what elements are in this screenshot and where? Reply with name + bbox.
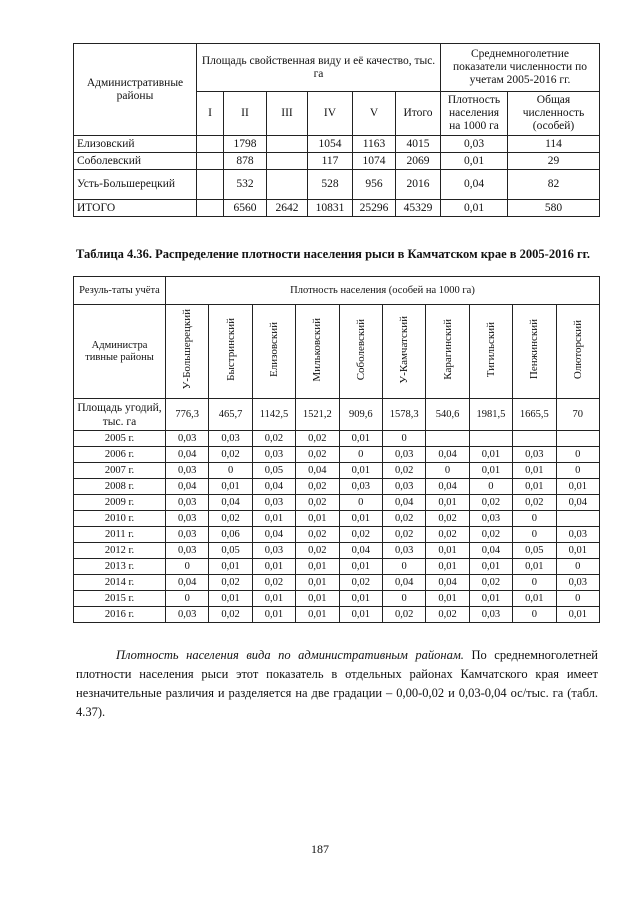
density-cell: 0,01 [556,479,599,495]
density-cell: 0,05 [209,543,252,559]
density-cell: 0,03 [209,431,252,447]
density-cell: 0,01 [513,479,556,495]
density-cell: 0 [513,511,556,527]
density-cell: 0,02 [382,527,425,543]
density-cell: 0,05 [252,463,295,479]
density-cell: 0,04 [556,495,599,511]
district-name: У-Большерецкий [181,309,194,390]
cell: 580 [508,200,600,217]
density-cell: 0 [426,463,469,479]
density-cell: 0,01 [513,559,556,575]
cell: 6560 [224,200,267,217]
cell: 0,01 [441,153,508,170]
table-row [74,607,600,623]
density-cell: 0,04 [382,575,425,591]
area-label: Площадь угодий, тыс. га [74,399,166,431]
header-density: Плотность населения (особей на 1000 га) [166,277,600,305]
area-value: 1142,5 [252,399,295,431]
density-cell: 0,01 [209,591,252,607]
cell [197,136,224,153]
density-cell: 0,01 [339,607,382,623]
density-cell: 0,02 [469,575,512,591]
density-cell: 0,01 [296,607,339,623]
density-cell: 0,06 [209,527,252,543]
class-III: III [267,92,308,136]
density-cell: 0,03 [252,543,295,559]
table-density-by-year [73,276,600,623]
cell: 0,01 [441,200,508,217]
district-name: Елизовский [267,321,280,377]
density-cell: 0,04 [426,479,469,495]
density-cell: 0,03 [166,431,209,447]
table-row [74,463,600,479]
density-cell: 0,03 [166,495,209,511]
density-cell: 0,01 [252,559,295,575]
districts-header-row [74,305,600,399]
area-value: 70 [556,399,599,431]
density-cell: 0,02 [382,463,425,479]
class-II: II [224,92,267,136]
density-cell: 0,04 [382,495,425,511]
area-value: 1521,2 [296,399,339,431]
district-header [382,305,425,399]
density-cell: 0,02 [382,607,425,623]
district-header [166,305,209,399]
table-row [74,527,600,543]
class-total: Итого [396,92,441,136]
table-row [74,479,600,495]
density-cell: 0,01 [469,447,512,463]
density-cell: 0,02 [382,511,425,527]
area-value: 465,7 [209,399,252,431]
density-cell: 0,01 [469,463,512,479]
class-V: V [353,92,396,136]
density-cell: 0,03 [513,447,556,463]
density-cell: 0,04 [426,575,469,591]
cell: 532 [224,170,267,200]
area-value: 1578,3 [382,399,425,431]
year-label: 2010 г. [74,511,166,527]
density-cell: 0,02 [469,527,512,543]
row-name: Елизовский [74,136,197,153]
area-value: 909,6 [339,399,382,431]
density-cell: 0,02 [296,543,339,559]
district-name: Олюторский [571,319,584,380]
class-I: I [197,92,224,136]
table-caption: Таблица 4.36. Распределение плотности населения рыси в Камчатском крае в 2005-2016 гг. [76,247,591,261]
year-label: 2006 г. [74,447,166,463]
cell: 0,04 [441,170,508,200]
density-cell: 0,02 [426,511,469,527]
table-row [74,495,600,511]
cell: 528 [308,170,353,200]
density-cell: 0,04 [469,543,512,559]
density-cell: 0 [469,479,512,495]
density-cell: 0,02 [296,479,339,495]
district-header [252,305,295,399]
density-cell: 0,04 [166,575,209,591]
density-cell: 0,01 [426,543,469,559]
cell: 82 [508,170,600,200]
density-cell: 0 [209,463,252,479]
density-cell: 0,04 [166,479,209,495]
density-cell: 0 [166,591,209,607]
density-cell [513,431,556,447]
density-cell: 0,03 [382,447,425,463]
header-districts: Административные районы [74,44,197,136]
density-cell: 0,03 [339,479,382,495]
density-cell: 0 [382,431,425,447]
header-districts: Администра тивные районы [74,305,166,399]
cell: 2642 [267,200,308,217]
density-cell: 0,04 [252,479,295,495]
density-cell: 0,01 [339,591,382,607]
density-cell: 0,01 [339,559,382,575]
header-area: Площадь свойственная виду и её качество, тыс. га [197,44,441,92]
header-density: Плотность населения на 1000 га [441,92,508,136]
table-row [74,511,600,527]
body-paragraph [76,646,598,722]
district-header [513,305,556,399]
area-value: 540,6 [426,399,469,431]
table-row [74,559,600,575]
table-row [74,575,600,591]
density-cell: 0,02 [426,607,469,623]
cell: 2016 [396,170,441,200]
density-cell: 0,03 [166,511,209,527]
density-cell: 0,02 [209,511,252,527]
cell: 1054 [308,136,353,153]
year-label: 2014 г. [74,575,166,591]
year-label: 2013 г. [74,559,166,575]
density-cell: 0,02 [296,527,339,543]
density-cell: 0,01 [296,575,339,591]
density-cell: 0,03 [166,463,209,479]
density-cell: 0,03 [382,543,425,559]
table-row [74,591,600,607]
cell [267,153,308,170]
district-name: Быстринский [224,318,237,381]
cell [197,200,224,217]
table-row [74,543,600,559]
year-label: 2015 г. [74,591,166,607]
table-row [74,153,600,170]
cell: 4015 [396,136,441,153]
density-cell: 0,01 [296,511,339,527]
density-cell: 0,03 [166,543,209,559]
density-cell: 0,01 [339,463,382,479]
density-cell: 0,04 [339,543,382,559]
density-cell: 0,01 [296,559,339,575]
cell [197,170,224,200]
cell: 29 [508,153,600,170]
cell: 1798 [224,136,267,153]
density-cell: 0 [339,495,382,511]
density-cell: 0,03 [556,575,599,591]
year-label: 2007 г. [74,463,166,479]
density-cell: 0,01 [252,607,295,623]
area-value: 1665,5 [513,399,556,431]
cell: 114 [508,136,600,153]
density-cell: 0 [556,559,599,575]
district-name: Пенжинский [528,319,541,380]
table-row [74,170,600,200]
year-label: 2016 г. [74,607,166,623]
density-cell [556,431,599,447]
density-cell: 0 [382,559,425,575]
density-cell: 0,04 [166,447,209,463]
density-cell: 0,01 [556,543,599,559]
density-cell: 0,01 [252,511,295,527]
district-name: Тигильский [484,321,497,378]
cell: 25296 [353,200,396,217]
density-cell: 0 [556,591,599,607]
density-cell: 0,03 [252,495,295,511]
cell [267,136,308,153]
paragraph-text: По среднемноголетней плотности населения рыси этот показатель в отдельных районах Камчатского края имеет незначительные различия и разделяется на две градации – 0,00-0,02 и 0,03-0,04 ос/тыс. га (табл. 4.37). [76,648,598,719]
cell: 0,03 [441,136,508,153]
cell: 1163 [353,136,396,153]
density-cell: 0 [556,447,599,463]
class-IV: IV [308,92,353,136]
density-cell: 0 [382,591,425,607]
district-name: Карагинский [441,319,454,380]
cell: 45329 [396,200,441,217]
density-cell: 0,01 [426,591,469,607]
density-cell: 0,01 [296,591,339,607]
district-header [556,305,599,399]
year-label: 2012 г. [74,543,166,559]
density-cell: 0,01 [339,431,382,447]
density-cell: 0,02 [339,575,382,591]
cell [197,153,224,170]
density-cell: 0,02 [469,495,512,511]
year-label: 2008 г. [74,479,166,495]
district-header [296,305,339,399]
density-cell: 0 [339,447,382,463]
area-value: 776,3 [166,399,209,431]
table-row [74,200,600,217]
cell: 117 [308,153,353,170]
density-cell: 0,02 [296,495,339,511]
density-cell: 0,03 [469,511,512,527]
density-cell: 0,02 [339,527,382,543]
density-cell: 0,01 [209,479,252,495]
density-cell [469,431,512,447]
density-cell: 0,02 [252,575,295,591]
density-cell: 0,03 [469,607,512,623]
table-district-area [73,43,600,217]
table-row [74,136,600,153]
density-cell: 0 [513,607,556,623]
cell: 2069 [396,153,441,170]
area-row [74,399,600,431]
density-cell: 0,02 [426,527,469,543]
density-cell: 0,02 [209,575,252,591]
density-cell: 0,04 [252,527,295,543]
density-cell: 0,01 [252,591,295,607]
density-cell: 0,02 [513,495,556,511]
density-cell: 0,02 [252,431,295,447]
district-header [469,305,512,399]
density-cell: 0,04 [426,447,469,463]
density-cell: 0,04 [296,463,339,479]
page-number: 187 [311,842,329,856]
density-cell: 0 [556,463,599,479]
density-cell [556,511,599,527]
district-name: Мильковский [311,317,324,382]
density-cell: 0,03 [252,447,295,463]
cell: 878 [224,153,267,170]
density-cell: 0 [166,559,209,575]
density-cell: 0,04 [209,495,252,511]
district-name: У-Камчатский [398,315,411,384]
density-cell: 0,02 [296,447,339,463]
year-label: 2005 г. [74,431,166,447]
row-name: Соболевский [74,153,197,170]
density-cell: 0,02 [296,431,339,447]
district-header [339,305,382,399]
cell: 956 [353,170,396,200]
density-cell: 0,01 [556,607,599,623]
density-cell: 0,01 [209,559,252,575]
district-name: Соболевский [354,318,367,381]
table-row [74,447,600,463]
density-cell: 0,02 [209,447,252,463]
cell [267,170,308,200]
density-cell: 0,01 [426,495,469,511]
row-name: ИТОГО [74,200,197,217]
header-total-count: Общая численность (особей) [508,92,600,136]
density-cell [426,431,469,447]
density-cell: 0,03 [166,527,209,543]
density-cell: 0,01 [469,559,512,575]
density-cell: 0,02 [209,607,252,623]
cell: 1074 [353,153,396,170]
density-cell: 0,03 [166,607,209,623]
year-label: 2009 г. [74,495,166,511]
header-corner: Резуль-таты учёта [74,277,166,305]
district-header [426,305,469,399]
table-row [74,431,600,447]
density-cell: 0,01 [513,463,556,479]
density-cell: 0,01 [426,559,469,575]
district-header [209,305,252,399]
density-cell: 0,01 [513,591,556,607]
year-label: 2011 г. [74,527,166,543]
density-cell: 0,03 [556,527,599,543]
cell: 10831 [308,200,353,217]
density-cell: 0 [513,575,556,591]
density-cell: 0,05 [513,543,556,559]
row-name: Усть-Большерецкий [74,170,197,200]
density-cell: 0,01 [339,511,382,527]
density-cell: 0,03 [382,479,425,495]
density-cell: 0,01 [469,591,512,607]
header-population: Среднемноголетние показатели численности по учетам 2005-2016 гг. [441,44,600,92]
paragraph-lead: Плотность населения вида по административным районам. [116,648,464,662]
density-cell: 0 [513,527,556,543]
area-value: 1981,5 [469,399,512,431]
